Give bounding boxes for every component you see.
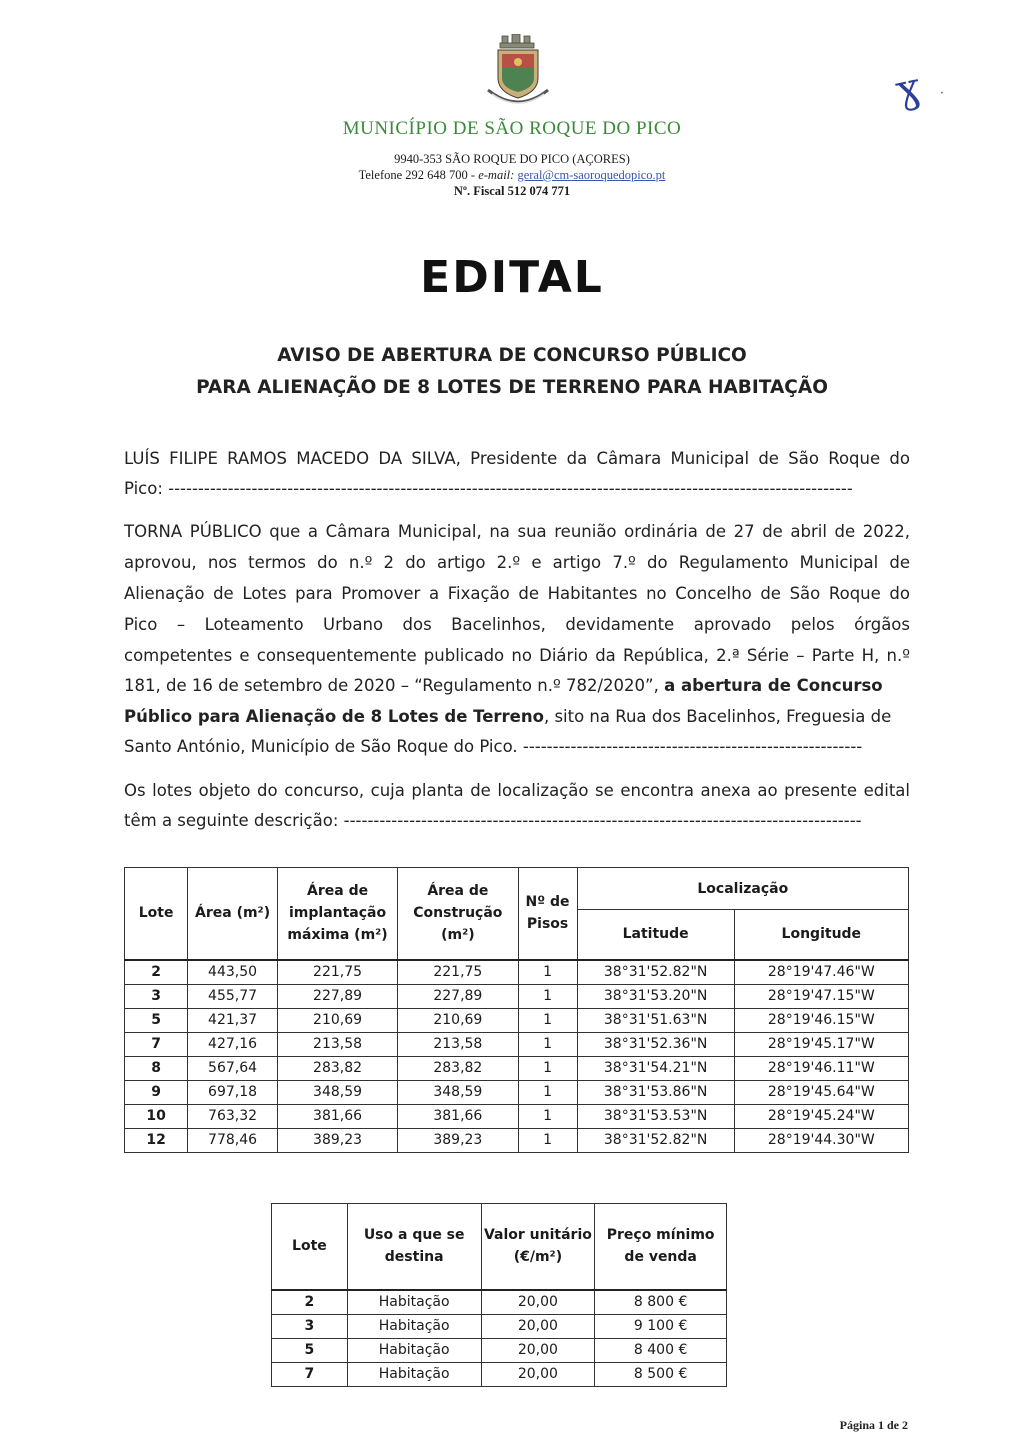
header-pisos: Nº de Pisos — [518, 868, 577, 960]
table-row: 9 697,18 348,59 348,59 1 38°31'53.86"N 28°19'45.64"W — [125, 1080, 909, 1104]
header-lote: Lote — [272, 1204, 348, 1290]
header-lote: Lote — [125, 868, 188, 960]
table-row: 2 443,50 221,75 221,75 1 38°31'52.82"N 28°19'47.46"W — [125, 960, 909, 985]
lots-table — [124, 867, 909, 1153]
table-row: 5 Habitação 20,00 8 400 € — [272, 1338, 727, 1362]
municipality-address: 9940-353 SÃO ROQUE DO PICO (AÇORES) — [394, 152, 630, 166]
paragraph-2-line-7: Público para Alienação de 8 Lotes de Terreno, sito na Rua dos Bacelinhos, Freguesia de — [124, 707, 892, 726]
signature-initial-mark: ɣ — [891, 64, 925, 114]
header-area: Área (m²) — [188, 868, 278, 960]
paragraph-3-line-2: têm a seguinte descrição: --------------------------------------------------------------------------------------- — [124, 811, 862, 830]
table-row: 8 567,64 283,82 283,82 1 38°31'54.21"N 28°19'46.11"W — [125, 1056, 909, 1080]
paragraph-3-line-1: Os lotes objeto do concurso, cuja planta de localização se encontra anexa ao presente edital — [124, 781, 910, 800]
fiscal-number: Nº. Fiscal 512 074 771 — [453, 184, 571, 198]
municipality-contact: Telefone 292 648 700 - e-mail: geral@cm-saoroquedopico.pt — [358, 168, 666, 182]
paragraph-2-line-2: aprovou, nos termos do n.º 2 do artigo 2.º e artigo 7.º do Regulamento Municipal de — [124, 553, 910, 572]
subtitle-line-1: AVISO DE ABERTURA DE CONCURSO PÚBLICO — [277, 345, 747, 366]
paragraph-2-line-4: Pico – Loteamento Urbano dos Bacelinhos, devidamente aprovado pelos órgãos — [124, 615, 910, 634]
table-row: 5 421,37 210,69 210,69 1 38°31'51.63"N 28°19'46.15"W — [125, 1008, 909, 1032]
table-row: 7 Habitação 20,00 8 500 € — [272, 1362, 727, 1386]
municipal-crest-icon — [478, 34, 560, 110]
paragraph-2-line-8: Santo António, Município de São Roque do Pico. --------------------------------------------------------- — [124, 737, 863, 756]
header-preco: Preço mínimo de venda — [595, 1204, 727, 1290]
email-link[interactable]: geral@cm-saoroquedopico.pt — [517, 168, 666, 182]
header-uso: Uso a que se destina — [347, 1204, 481, 1290]
paragraph-1-line-1: LUÍS FILIPE RAMOS MACEDO DA SILVA, Presidente da Câmara Municipal de São Roque do — [124, 449, 910, 468]
price-table — [271, 1203, 727, 1387]
paragraph-1-line-2: Pico: ------------------------------------------------------------------------------------------------------------------- — [124, 479, 853, 498]
header-construcao: Área de Construção (m²) — [398, 868, 518, 960]
municipality-name: MUNICÍPIO DE SÃO ROQUE DO PICO — [342, 118, 682, 139]
header-longitude: Longitude — [734, 910, 908, 960]
table-row: 10 763,32 381,66 381,66 1 38°31'53.53"N 28°19'45.24"W — [125, 1104, 909, 1128]
table-row: 7 427,16 213,58 213,58 1 38°31'52.36"N 28°19'45.17"W — [125, 1032, 909, 1056]
signature-dot: · — [940, 86, 944, 100]
paragraph-2-line-3: Alienação de Lotes para Promover a Fixação de Habitantes no Concelho de São Roque do — [124, 584, 910, 603]
table-row: 3 455,77 227,89 227,89 1 38°31'53.20"N 28°19'47.15"W — [125, 984, 909, 1008]
document-title: EDITAL — [420, 252, 604, 303]
paragraph-2-line-6: 181, de 16 de setembro de 2020 – “Regulamento n.º 782/2020”, a abertura de Concurso — [124, 676, 883, 695]
table-row: 12 778,46 389,23 389,23 1 38°31'52.82"N 28°19'44.30"W — [125, 1128, 909, 1152]
table-row: 2 Habitação 20,00 8 800 € — [272, 1290, 727, 1315]
header-valor: Valor unitário (€/m²) — [481, 1204, 595, 1290]
header-latitude: Latitude — [577, 910, 734, 960]
paragraph-2-line-1: TORNA PÚBLICO que a Câmara Municipal, na sua reunião ordinária de 27 de abril de 2022, — [124, 522, 910, 541]
header-localizacao: Localização — [577, 868, 908, 910]
page-number: Página 1 de 2 — [839, 1418, 908, 1432]
header-implantacao: Área de implantação máxima (m²) — [277, 868, 397, 960]
subtitle-line-2: PARA ALIENAÇÃO DE 8 LOTES DE TERRENO PARA HABITAÇÃO — [196, 377, 828, 398]
paragraph-2-line-5: competentes e consequentemente publicado no Diário da República, 2.ª Série – Parte H, n.º — [124, 646, 910, 665]
table-row: 3 Habitação 20,00 9 100 € — [272, 1314, 727, 1338]
